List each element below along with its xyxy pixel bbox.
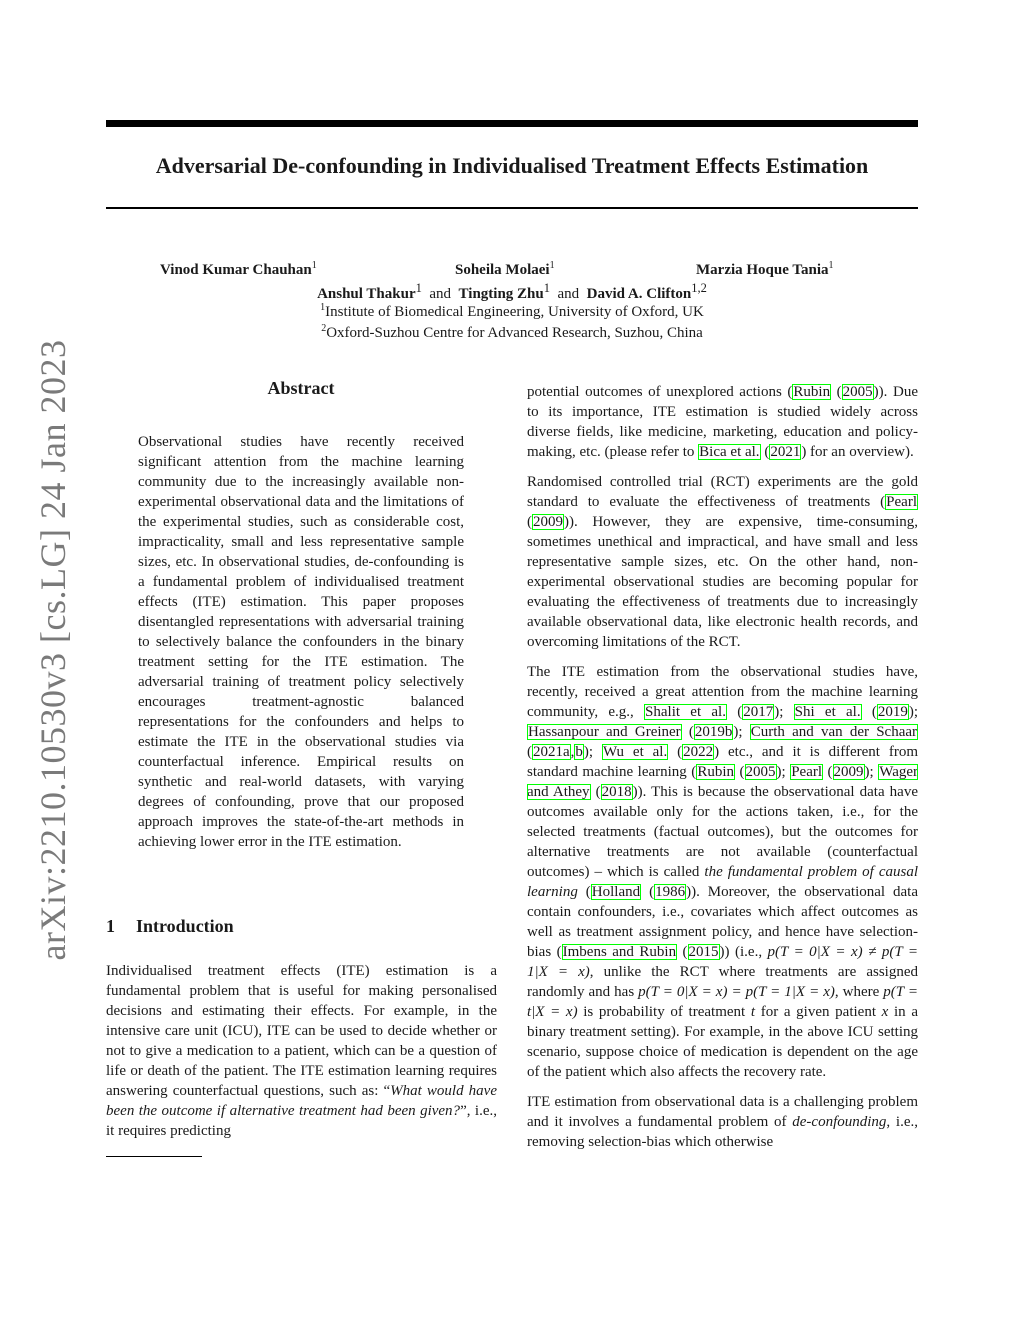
citation-link[interactable]: b — [575, 744, 583, 760]
citation-link[interactable]: 2021a — [533, 744, 570, 760]
citation-link[interactable]: 2005 — [745, 764, 776, 780]
citation-link[interactable]: Imbens and Rubin — [562, 944, 677, 960]
intro-paragraph-1: Individualised treatment effects (ITE) estimation is a fundamental problem that is useful for making personalised decisions and estimating their effects. For example, in the intensive care unit (ICU), ITE can be used to decide whether or not to give a medication to a patient, which can be a question of life or death of the patient. The ITE estimation learning requires answering counterfactual questions, such as: “What would have been the outcome if alternative treatment had been given?”, i.e., it requires predicting — [106, 963, 497, 1139]
right-paragraph-4: ITE estimation from observational data is a challenging problem and it involves a fundamental problem of de-confounding, i.e., removing selection-bias which otherwise — [527, 1094, 919, 1150]
citation-link[interactable]: Curth and van der Schaar — [750, 724, 918, 740]
citation-link[interactable]: Wager and Athey — [527, 764, 919, 800]
right-column — [527, 382, 918, 1162]
citation-link[interactable]: 2015 — [688, 944, 719, 960]
citation-link[interactable]: Rubin — [793, 384, 831, 400]
author-2: Soheila Molaei$^1$ — [455, 260, 555, 278]
affiliation-1: $^1$Institute of Biomedical Engineering, University of Oxford, UK — [320, 302, 704, 320]
citation-link[interactable]: 2019 — [877, 704, 908, 720]
citation-link[interactable]: Bica et al. — [699, 444, 760, 460]
title-rule — [106, 207, 918, 209]
section-heading-introduction: 1 Introduction — [106, 916, 234, 936]
citation-link[interactable]: Shalit et al. — [645, 704, 726, 720]
author-1: Vinod Kumar Chauhan$^1$ — [160, 260, 317, 278]
citation-link[interactable]: 2009 — [533, 514, 563, 530]
citation-link[interactable]: 1986 — [655, 884, 686, 900]
right-paragraph-1: potential outcomes of unexplored actions (Rubin (2005)). Due to its importance, ITE estimation is studied widely across diverse fields, like medicine, marketing, education and policy-making, etc. (please refer to Bica et al. (2021) for an overview). — [527, 384, 918, 460]
citation-link[interactable]: Wu et al. — [602, 744, 668, 760]
citation-link[interactable]: 2005 — [842, 384, 873, 400]
citation-link[interactable]: 2019b — [694, 724, 733, 740]
citation-link[interactable]: Pearl — [886, 494, 917, 510]
right-paragraph-3: The ITE estimation from the observational studies have, recently, received a great attention from the machine learning community, e.g., Shalit et al. (2017); Shi et al. (2019); Hassanpour and Greiner (2019b); Curth and van der Schaar (2021a,b); Wu et al. (2022) etc., and it is different from standard machine learning (Rubin (2005); Pearl (2009); Wager and Athey (2018)). This is because the observational data have outcomes available only for the actions taken, i.e., for the selected treatments (factual outcomes), but the outcomes for alternative treatments are not available (counterfactual outcomes) – which is called the fundamental problem of causal learning (Holland (1986)). Moreover, the observational data contain confounders, i.e., covariates which affect outcomes as well as treatment assignment policy, and hence have selection-bias (Imbens and Rubin (2015)) (i.e., p(T = 0|X = x) ≠ p(T = 1|X = x), unlike the RCT where treatments are assigned randomly and has p(T = 0|X = x) = p(T = 1|X = x), where p(T = t|X = x) is probability of treatment t for a given patient x in a binary treatment setting). For example, in the above ICU setting scenario, suppose choice of medication is dependent on the age of the patient which also affects the recovery rate. — [527, 664, 919, 1080]
arxiv-identifier: arXiv:2210.10530v3 [cs.LG] 24 Jan 2023 — [33, 339, 73, 961]
math-expression: x — [881, 1004, 889, 1020]
math-expression: p(T = 0|X = x) = p(T = 1|X = x) — [638, 984, 835, 1000]
abstract-heading: Abstract — [267, 378, 335, 398]
citation-link[interactable]: 2022 — [683, 744, 714, 760]
footnote-rule — [106, 1156, 202, 1157]
citation-link[interactable]: Rubin — [697, 764, 734, 780]
citation-link[interactable]: Hassanpour and Greiner — [528, 724, 681, 740]
citation-link[interactable]: 2021 — [770, 444, 801, 460]
math-expression: p(T = t|X = x) — [527, 984, 918, 1020]
intro-body — [106, 961, 497, 1151]
math-expression: t — [750, 1004, 756, 1020]
citation-link[interactable]: 2018 — [601, 784, 632, 800]
citation-link[interactable]: 2017 — [743, 704, 774, 720]
affiliation-2: $^2$Oxford-Suzhou Centre for Advanced Research, Suzhou, China — [321, 323, 703, 341]
citation-link[interactable]: Shi et al. — [794, 704, 861, 720]
citation-link[interactable]: 2009 — [833, 764, 864, 780]
citation-link[interactable]: Holland — [591, 884, 641, 900]
abstract-body — [138, 432, 464, 862]
math-expression: p(T = 0|X = x) ≠ p(T = 1|X = x) — [527, 944, 918, 980]
citation-link[interactable]: Pearl — [791, 764, 823, 780]
right-paragraph-2: Randomised controlled trial (RCT) experiments are the gold standard to evaluate the effectiveness of treatments (Pearl (2009)). However, they are expensive, time-consuming, sometimes unethical and impractical, and have small and less representative sample sizes, etc. On the other hand, non-experimental observational studies are becoming popular for evaluating the effectiveness of treatments due to increasingly available observational data, like electronic health records, and overcoming limitations of the RCT. — [527, 474, 918, 650]
top-rule — [106, 120, 918, 127]
abstract-text: Observational studies have recently received significant attention from the machine learning community due to the increasingly available non-experimental observational data and the limitations of the experimental studies, such as considerable cost, impracticality, small and less representative sample sizes, etc. In observational studies, de-confounding is a fundamental problem of individualised treatment effects (ITE) estimation. This paper proposes disentangled representations with adversarial training to selectively balance the confounders in the binary treatment setting for the ITE estimation. The adversarial training of treatment policy selectively encourages treatment-agnostic balanced representations for the confounders and helps to estimate the ITE in the observational studies via counterfactual inference. Empirical results on synthetic and real-world datasets, with varying degrees of confounding, prove that our proposed approach improves the state-of-the-art methods in achieving lower error in the ITE estimation. — [138, 434, 464, 850]
paper-title: Adversarial De-confounding in Individualised Treatment Effects Estimation — [155, 153, 869, 178]
author-3: Marzia Hoque Tania$^1$ — [696, 260, 834, 278]
author-line-2: Anshul Thakur$^1$ and Tingting Zhu$^1$ and David A. Clifton$^{1,2}$ — [317, 281, 707, 302]
